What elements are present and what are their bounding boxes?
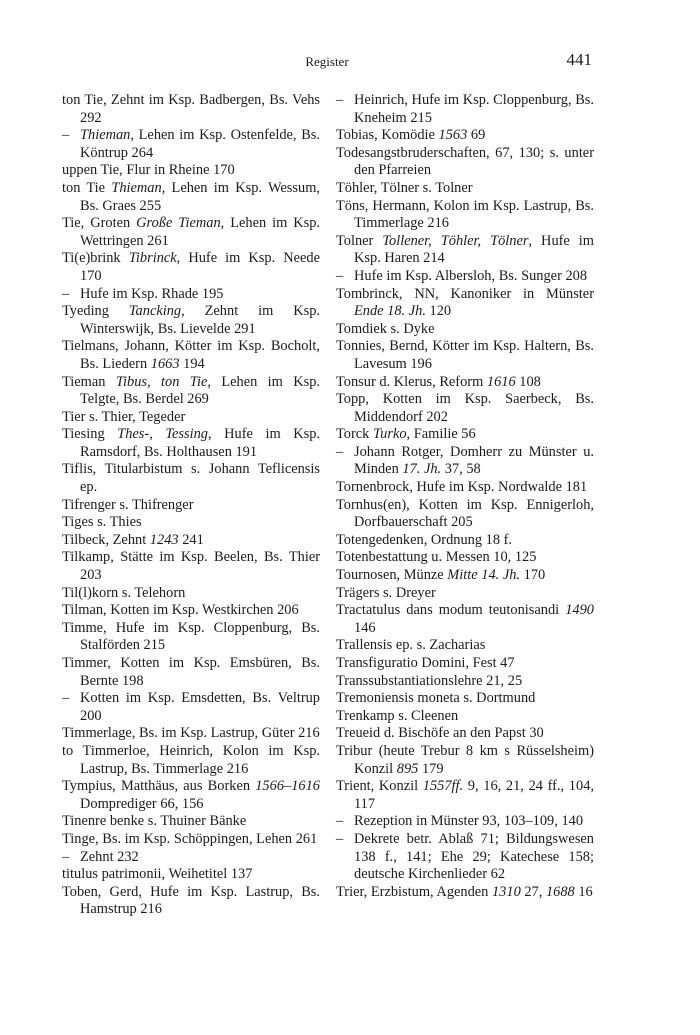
index-entry: [336, 655, 594, 673]
entry-text: 108: [515, 373, 541, 390]
index-entry: [336, 286, 594, 321]
entry-text: Tifrenger s. Thifrenger: [62, 496, 194, 513]
index-subentry: [62, 286, 320, 304]
entry-text: Tympius, Matthäus, aus Borken: [62, 778, 256, 795]
entry-text-italic: Tollener, Töhler, Tölner: [382, 232, 529, 249]
entry-text: Totengedenken, Ordnung 18 f.: [336, 531, 513, 548]
entry-text: 69: [467, 127, 486, 144]
entry-text: Töhler, Tölner s. Tolner: [336, 179, 473, 196]
entry-text: 170: [520, 567, 546, 584]
index-entry: [336, 198, 594, 233]
entry-text: Til(l)korn s. Telehorn: [62, 584, 186, 601]
subentry-dash: –: [336, 813, 344, 830]
entry-text-italic: 1490: [565, 602, 594, 619]
index-entry: [62, 831, 320, 849]
entry-text: Tieman: [62, 373, 116, 390]
entry-text: 16: [574, 883, 593, 900]
entry-text: 241: [178, 531, 204, 548]
entry-text: Tonsur d. Klerus, Reform: [336, 373, 487, 390]
index-entry: [62, 180, 320, 215]
entry-text: Tomdiek s. Dyke: [336, 320, 435, 337]
entry-text: Tilbeck, Zehnt: [62, 531, 150, 548]
entry-text: , Zehnt im Ksp. Winterswijk, Bs. Lievelde 291: [80, 303, 320, 337]
entry-text-italic: Ende 18. Jh.: [354, 303, 426, 320]
entry-text: 146: [354, 619, 376, 636]
index-subentry: [336, 444, 594, 479]
subentry-dash: –: [336, 443, 344, 460]
index-entry: [336, 725, 594, 743]
index-entry: [62, 743, 320, 778]
entry-text: Tonnies, Bernd, Kötter im Ksp. Haltern, Bs. Lavesum 196: [336, 338, 594, 372]
index-entry: [336, 602, 594, 637]
subentry-dash: –: [62, 848, 70, 865]
entry-text: Tier s. Thier, Tegeder: [62, 408, 186, 425]
entry-text: Tribur (heute Trebur 8 km s Rüsselsheim) Konzil: [336, 742, 594, 777]
entry-text-italic: Thieman: [111, 179, 162, 196]
index-entry: [336, 567, 594, 585]
index-column-right: [336, 92, 594, 901]
entry-text: Tiges s. Thies: [62, 514, 142, 531]
entry-text: ton Tie: [62, 179, 112, 196]
index-entry: [336, 549, 594, 567]
index-entry: [336, 585, 594, 603]
entry-text: Topp, Kotten im Ksp. Saerbeck, Bs. Middendorf 202: [336, 391, 594, 425]
index-entry: [62, 725, 320, 743]
entry-text: Kotten im Ksp. Emsdetten, Bs. Veltrup 200: [80, 690, 320, 724]
index-entry: [62, 813, 320, 831]
index-entry: [62, 884, 320, 919]
index-entry: [336, 426, 594, 444]
index-entry: [336, 532, 594, 550]
entry-text: to Timmerloe, Heinrich, Kolon im Ksp. Lastrup, Bs. Timmerlage 216: [62, 742, 320, 777]
index-entry: [336, 690, 594, 708]
index-subentry: [336, 831, 594, 884]
index-entry: [62, 303, 320, 338]
entry-text: Domprediger 66, 156: [80, 795, 204, 812]
entry-text: 27,: [520, 883, 546, 900]
entry-text-italic: 1557ff.: [422, 778, 464, 795]
entry-text: , Hufe im Ksp. Ramsdorf, Bs. Holthausen 191: [80, 426, 321, 460]
subentry-dash: –: [336, 267, 344, 284]
subentry-dash: –: [62, 127, 70, 144]
entry-text: Tornenbrock, Hufe im Ksp. Nordwalde 181: [336, 479, 588, 496]
index-subentry: [62, 690, 320, 725]
entry-text: 194: [179, 355, 205, 372]
entry-text: Tinenre benke s. Thuiner Bänke: [62, 813, 247, 830]
index-entry: [336, 145, 594, 180]
entry-text: Tobias, Komödie: [336, 127, 439, 144]
entry-text: 120: [425, 303, 452, 320]
entry-text: Timmer, Kotten im Ksp. Emsbüren, Bs. Bernte 198: [62, 655, 320, 689]
index-entry: [336, 884, 594, 902]
entry-text: Totenbestattung u. Messen 10, 125: [336, 549, 537, 566]
entry-text: Tractatulus dans modum teutonisandi: [336, 602, 566, 619]
index-subentry: [62, 849, 320, 867]
entry-text: Tremoniensis moneta s. Dortmund: [336, 690, 536, 707]
entry-text-italic: Tibrinck: [128, 250, 177, 267]
entry-text: , Familie 56: [406, 426, 476, 443]
index-entry: [62, 250, 320, 285]
entry-text: Hufe im Ksp. Rhade 195: [80, 285, 224, 302]
entry-text: Transsubstantiationslehre 21, 25: [336, 672, 523, 689]
index-entry: [62, 585, 320, 603]
entry-text: Timme, Hufe im Ksp. Cloppenburg, Bs. Stalförden 215: [62, 619, 320, 654]
entry-text: Tyeding: [62, 303, 129, 320]
entry-text-italic: 1688: [545, 883, 575, 900]
entry-text-italic: Mitte 14. Jh.: [447, 567, 521, 584]
entry-text: 37, 58: [441, 461, 481, 478]
entry-text-italic: Thes-, Tessing: [117, 426, 209, 443]
index-entry: [62, 655, 320, 690]
entry-text: Töns, Hermann, Kolon im Ksp. Lastrup, Bs. Timmerlage 216: [336, 197, 594, 232]
entry-text: Treueid d. Bischöfe an den Papst 30: [336, 725, 544, 742]
entry-text: , Lehen im Ksp. Wettringen 261: [80, 215, 321, 249]
index-column-left: [62, 92, 320, 919]
entry-text-italic: Große Tieman: [136, 215, 221, 232]
entry-text: titulus patrimonii, Weihetitel 137: [62, 866, 253, 883]
subentry-dash: –: [62, 285, 70, 302]
entry-text: ton Tie, Zehnt im Ksp. Badbergen, Bs. Vehs 292: [62, 92, 320, 126]
entry-text-italic: 1616: [486, 373, 516, 390]
index-entry: [62, 620, 320, 655]
index-entry: [336, 479, 594, 497]
index-subentry: [336, 813, 594, 831]
index-entry: [336, 338, 594, 373]
entry-text: , Hufe im Ksp. Haren 214: [354, 232, 594, 267]
index-entry: [62, 92, 320, 127]
entry-text: 179: [418, 760, 444, 777]
running-title: Register: [305, 54, 349, 69]
entry-text: Tie, Groten: [62, 215, 137, 232]
entry-text-italic: Thieman: [80, 127, 131, 144]
entry-text: Ti(e)brink: [62, 250, 129, 267]
entry-text-italic: 1243: [149, 531, 179, 548]
entry-text: Hufe im Ksp. Albersloh, Bs. Sunger 208: [354, 267, 588, 284]
entry-text: Tombrinck, NN, Kanoniker in Münster: [336, 285, 594, 302]
entry-text: Dekrete betr. Ablaß 71; Bildungswesen 138 f., 141; Ehe 29; Katechese 158; deutsche Kirchenlieder 62: [354, 830, 594, 883]
index-entry: [62, 497, 320, 515]
entry-text: Trenkamp s. Cleenen: [336, 707, 459, 724]
index-entry: [62, 549, 320, 584]
entry-text: 9, 16, 21, 24 ff., 104, 117: [354, 778, 594, 812]
entry-text: Transfiguratio Domini, Fest 47: [336, 655, 515, 671]
entry-text: Tornhus(en), Kotten im Ksp. Ennigerloh, Dorfbauerschaft 205: [336, 496, 594, 531]
entry-text: Tournosen, Münze: [336, 567, 448, 584]
entry-text: Tilman, Kotten im Ksp. Westkirchen 206: [62, 602, 299, 619]
entry-text: Torck: [336, 426, 373, 443]
entry-text-italic: 895: [396, 760, 419, 777]
index-entry: [62, 338, 320, 373]
page-number: 441: [566, 50, 592, 69]
index-entry: [62, 602, 320, 620]
entry-text-italic: 1566–1616: [255, 778, 320, 795]
index-entry: [62, 162, 320, 180]
index-subentry: [336, 268, 594, 286]
index-entry: [62, 461, 320, 496]
entry-text: , Lehen im Ksp. Wessum, Bs. Graes 255: [80, 179, 320, 214]
entry-text: Rezeption in Münster 93, 103–109, 140: [354, 813, 584, 830]
entry-text: , Hufe im Ksp. Neede 170: [80, 250, 320, 284]
index-entry: [336, 233, 594, 268]
index-entry: [336, 374, 594, 392]
index-entry: [62, 426, 320, 461]
entry-text: Zehnt 232: [80, 848, 139, 865]
entry-text: Tolner: [336, 232, 383, 249]
entry-text: Tinge, Bs. im Ksp. Schöppingen, Lehen 261: [62, 830, 318, 847]
index-entry: [62, 514, 320, 532]
entry-text-italic: Tibus, ton Tie: [115, 373, 208, 390]
entry-text-italic: 1663: [150, 355, 180, 372]
entry-text: Johann Rotger, Domherr zu Münster u. Minden: [354, 443, 594, 478]
index-entry: [62, 778, 320, 813]
entry-text: uppen Tie, Flur in Rheine 170: [62, 162, 235, 179]
entry-text: Heinrich, Hufe im Ksp. Cloppenburg, Bs. Kneheim 215: [354, 92, 594, 126]
entry-text: , Lehen im Ksp. Telgte, Bs. Berdel 269: [80, 373, 321, 408]
index-entry: [336, 497, 594, 532]
subentry-dash: –: [336, 830, 344, 847]
index-entry: [336, 673, 594, 691]
index-entry: [336, 180, 594, 198]
entry-text: Tilkamp, Stätte im Ksp. Beelen, Bs. Thier 203: [62, 549, 320, 584]
subentry-dash: –: [62, 690, 70, 707]
index-entry: [336, 321, 594, 339]
entry-text: , Lehen im Ksp. Ostenfelde, Bs. Köntrup 264: [80, 127, 320, 161]
entry-text-italic: 1563: [438, 127, 468, 144]
entry-text: Tiflis, Titularbistum s. Johann Teflicensis ep.: [62, 461, 320, 496]
entry-text: Tielmans, Johann, Kötter im Ksp. Bocholt, Bs. Liedern: [62, 338, 320, 372]
entry-text-italic: Tancking: [128, 303, 182, 320]
index-entry: [336, 778, 594, 813]
entry-text: Trallensis ep. s. Zacharias: [336, 637, 486, 654]
index-entry: [62, 409, 320, 427]
entry-text-italic: Turko: [372, 426, 407, 443]
entry-text: Trier, Erzbistum, Agenden: [336, 883, 492, 900]
entry-text: Trägers s. Dreyer: [336, 584, 436, 601]
index-subentry: [62, 127, 320, 162]
entry-text: Timmerlage, Bs. im Ksp. Lastrup, Güter 216: [62, 725, 320, 742]
index-entry: [62, 215, 320, 250]
subentry-dash: –: [336, 92, 344, 108]
entry-text: Toben, Gerd, Hufe im Ksp. Lastrup, Bs. Hamstrup 216: [62, 883, 320, 918]
index-entry: [336, 743, 594, 778]
index-entry: [62, 532, 320, 550]
index-entry: [336, 708, 594, 726]
entry-text: Trient, Konzil: [336, 778, 423, 795]
index-subentry: [336, 92, 594, 127]
entry-text-italic: 17. Jh.: [402, 461, 442, 478]
entry-text-italic: 1310: [491, 883, 521, 900]
page-header: [62, 50, 592, 74]
index-entry: [62, 866, 320, 884]
index-entry: [336, 391, 594, 426]
index-entry: [336, 127, 594, 145]
entry-text: Todesangstbruderschaften, 67, 130; s. unter den Pfarreien: [336, 144, 594, 179]
index-entry: [62, 374, 320, 409]
index-entry: [336, 637, 594, 655]
entry-text: Tiesing: [62, 426, 118, 443]
